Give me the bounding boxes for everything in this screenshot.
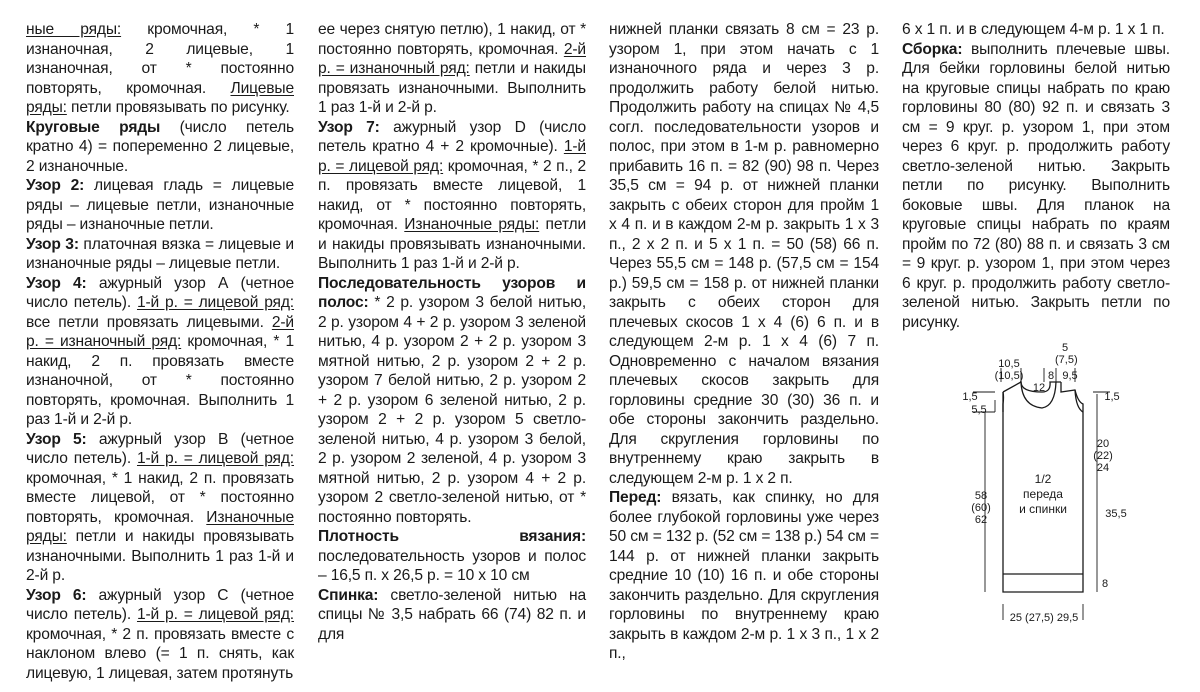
dim-top-105: [995, 358, 1023, 370]
dim-top-95: [1059, 370, 1081, 382]
paragraph: [902, 20, 1170, 40]
dim-top-8: [1043, 370, 1059, 382]
dim-right-armhole-text: 20 (22) 24: [1093, 438, 1113, 474]
dim-top-105-text: 10,5: [998, 358, 1020, 370]
text-column-1: [26, 20, 294, 683]
dim-right-355: [1101, 508, 1131, 520]
text-run: все петли провязать лицевыми.: [26, 313, 272, 331]
section-heading: Спинка:: [318, 586, 379, 604]
row-label: 1-й р. = лицевой ряд:: [136, 606, 294, 623]
text-run: кромочная, * 1 изнаночная, 2 лицевые, 1 изнаночная, от * постоянно повторять, кромочная.: [26, 21, 294, 97]
dim-top-95-text: 9,5: [1062, 370, 1078, 382]
text-run: нижней планки связать 8 см = 23 р. узором 1, при этом начать с 1 изнаночного ряда и через 3 р. продолжить работу белой нитью. Продолжить работу на спицах № 4,5 согл. последовательности узоров и полос, при этом в 1-м р. равномерно прибавить 16 п. = 82 (90) 98 п. Через 35,5 см = 94 р. от нижней планки закрыть с обеих сторон для пройм 1 х 4 п. и в каждом 2-м р. закрыть 1 х 3 п., 2 х 2 п. и 5 х 1 п. = 50 (58) 66 п. Через 55,5 см = 148 р. (57,5 см = 154 р.) 59,5 см = 158 р. от нижней планки закрыть с обеих сторон для плечевых скосов 1 х 4 (6) 6 п. и в следующем 2-м р. 1 х 4 (6) 7 п. Одновременно с началом вязания плечевых скосов закрыть для горловины средние 30 (30) 36 п. и обе стороны закончить раздельно. Для скругления горловины по внутреннему краю закрыть в следующем 2-м р. 1 х 2 п.: [609, 21, 879, 487]
dim-top-shoulder-text: 5 (7,5): [1055, 342, 1078, 366]
section-heading: Узор 6:: [26, 586, 87, 604]
paragraph: [26, 586, 294, 684]
text-run: последовательность узоров и полос – 16,5 п. х 26,5 р. = 10 х 10 см: [318, 547, 586, 584]
section-heading: Узор 4:: [26, 274, 87, 292]
text-run: * 2 р. узором 3 белой нитью, 2 р. узором 4 + 2 р. узором 3 зеленой нитью, 4 р. узором 2 + 2 р. узором 3 мятной нитью, 2 р. узором 2 + 2 р. узором 7 белой нитью, 2 р. узором 2 + 2 р. узором 6 зеленой нитью, 2 р. узором 2 + 2 р. узором 5 светло-зеленой нитью, 4 р. узором 3 белой, 2 р. узором 2 зеленой, 4 р. узором 3 мятной нитью, 2 р. узором 4 + 2 р. узором 2 светло-зеленой нитью, от * постоянно повторять.: [318, 294, 586, 526]
paragraph: [902, 40, 1170, 333]
dim-top-105b-text: (10,5): [994, 370, 1024, 382]
center-label-text: 1/2 переда и спинки: [1019, 472, 1067, 516]
row-label: ные ряды:: [26, 21, 122, 38]
dim-right-8: [1097, 578, 1113, 590]
row-label: 1-й р. = лицевой ряд:: [136, 450, 294, 467]
paragraph: [26, 274, 294, 430]
paragraph: [609, 488, 879, 664]
dim-left-total-text: 58 (60) 62: [971, 490, 991, 526]
row-label: 2-й р. = изнаночный ряд:: [318, 40, 586, 77]
text-run: ажурный узор В (четное число петель).: [26, 430, 294, 467]
text-run: петли и накиды провязывать изнаночными. Выполнить 1 раз 1-й и 2-й р.: [26, 528, 294, 584]
dim-right-8-text: 8: [1101, 578, 1109, 590]
paragraph: [318, 20, 586, 118]
dim-left-15: [959, 391, 981, 403]
paragraph: [26, 176, 294, 235]
dim-left-55-text: 5,5: [971, 404, 987, 416]
dim-bottom-width: [1003, 612, 1085, 624]
paragraph: [318, 118, 586, 274]
section-heading: Узор 3:: [26, 235, 79, 253]
paragraph: [26, 20, 294, 118]
row-label: Лицевые ряды:: [26, 79, 294, 116]
dim-left-15-text: 1,5: [962, 391, 978, 403]
text-run: платочная вязка = лицевые и изнаночные ряды – лицевые петли.: [26, 235, 294, 272]
text-column-4: [902, 20, 1170, 332]
section-heading: Сборка:: [902, 40, 963, 58]
text-run: выполнить плечевые швы. Для бейки горловины белой нитью на круговые спицы набрать по краю горловины 80 (80) 92 п. и связать 3 см = 9 круг. р. узором 1, при этом через 6 круг. р. продолжить работу светло-зеленой нитью. Закрыть петли по рисунку. Выполнить боковые швы. Для планок на круговые спицы набрать по краям пройм по 72 (80) 88 п. и связать 3 см = 9 круг. р. узором 1, при этом через 6 круг. р. продолжить работу светло-зеленой нитью. Закрыть петли по рисунку.: [902, 40, 1170, 331]
dim-left-55: [967, 404, 991, 416]
row-label: 1-й р. = лицевой ряд:: [318, 138, 586, 175]
paragraph: [318, 274, 586, 528]
text-run: кромочная, * 1 накид, 2 п. провязать вместе лицевой, от * постоянно повторять, кромочная.: [26, 469, 294, 526]
dim-right-armhole: [1091, 438, 1115, 474]
text-column-2: [318, 20, 586, 644]
center-label: [1007, 472, 1079, 517]
text-run: ажурный узор С (четное число петель).: [26, 586, 294, 623]
row-label: Изнаночные ряды:: [26, 508, 294, 545]
text-run: ажурный узор А (четное число петель).: [26, 274, 294, 311]
text-run: ее через снятую петлю), 1 накид, от * постоянно повторять, кромочная.: [318, 21, 586, 58]
text-run: ажурный узор D (число петель кратно 4 + 2 кромочные).: [318, 118, 586, 155]
text-run: петли и накиды провязывать изнаночными. Выполнить 1 раз 1-й и 2-й р.: [318, 216, 587, 272]
section-heading: Перед:: [609, 489, 662, 506]
row-label: 2-й р. = изнаночный ряд:: [26, 313, 294, 350]
section-heading: Плотность вязания:: [318, 528, 586, 545]
dim-top-105b: [992, 370, 1026, 382]
dim-top-12: [1029, 382, 1049, 394]
pattern-schematic: [955, 342, 1155, 642]
dim-right-15: [1101, 391, 1123, 403]
text-run: (число петель кратно 4) = попеременно 2 лицевые, 2 изнаночные.: [26, 118, 294, 175]
text-run: вязать, как спинку, но для более глубокой горловины уже через 50 см = 132 р. (52 см = 138 р.) 54 см = 144 р. от нижней планки закрыть средние 10 (10) 16 п. и обе стороны закончить раздельно. Для скругления горловины по внутреннему краю закрыть в каждом 2-м р. 1 х 3 п., 1 х 2 п.,: [609, 489, 879, 662]
text-run: светло-зеленой нитью на спицы № 3,5 набрать 66 (74) 82 п. и для: [318, 586, 586, 643]
dim-right-355-text: 35,5: [1105, 508, 1127, 520]
dim-top-shoulder: [1055, 342, 1078, 366]
paragraph: [26, 235, 294, 274]
section-heading: Последовательность узоров и полос:: [318, 274, 586, 311]
text-run: петли провязывать по рисунку.: [66, 99, 290, 116]
dim-bottom-width-text: 25 (27,5) 29,5: [1009, 612, 1079, 624]
text-run: петли и накиды провязать изнаночными. Выполнить 1 раз 1-й и 2-й р.: [318, 60, 586, 116]
text-column-3: [609, 20, 879, 664]
paragraph: [609, 20, 879, 488]
text-run: кромочная, * 1 накид, 2 п. провязать вместе изнаночной, от * постоянно повторять, кромочная. Выполнить 1 раз 1-й и 2-й р.: [26, 333, 294, 428]
text-run: кромочная, * 2 п., 2 п. провязать вместе лицевой, 1 накид, от * постоянно повторять, кромочная.: [318, 157, 586, 233]
section-heading: Круговые ряды: [26, 118, 161, 136]
section-heading: Узор 5:: [26, 430, 87, 448]
section-heading: Узор 7:: [318, 118, 380, 136]
dim-left-total: [967, 490, 995, 526]
section-heading: Узор 2:: [26, 177, 85, 194]
row-label: Изнаночные ряды:: [404, 216, 540, 233]
dim-right-15-text: 1,5: [1104, 391, 1120, 403]
paragraph: [318, 527, 586, 586]
dim-top-12-text: 12: [1032, 382, 1046, 394]
paragraph: [26, 118, 294, 177]
paragraph: [26, 430, 294, 586]
paragraph: [318, 586, 586, 645]
dim-top-8-text: 8: [1047, 370, 1055, 382]
text-run: кромочная, * 2 п. провязать вместе с наклоном влево (= 1 п. снять, как лицевую, 1 лицевая, затем протянуть: [26, 625, 294, 682]
text-run: 6 х 1 п. и в следующем 4-м р. 1 х 1 п.: [902, 21, 1165, 38]
row-label: 1-й р. = лицевой ряд:: [136, 294, 294, 311]
text-run: лицевая гладь = лицевые ряды – лицевые петли, изнаночные ряды – изнаночные петли.: [26, 177, 294, 233]
